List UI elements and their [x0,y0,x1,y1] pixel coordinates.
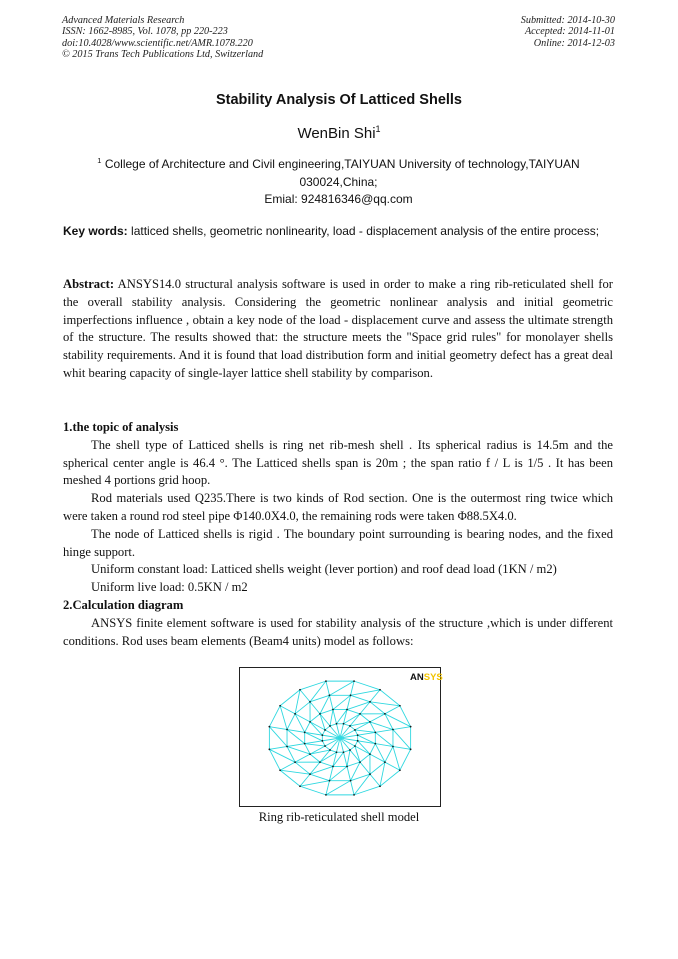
mesh-node [357,740,359,742]
mesh-node [410,748,412,750]
mesh-line [325,726,330,730]
mesh-line [400,749,411,770]
mesh-line [325,746,330,750]
affiliation-text: College of Architecture and Civil engineering,TAIYUAN University of technology,TAIYUAN 030024,China; [104,157,580,189]
journal-info [62,15,263,61]
author-name: WenBin Shi [297,125,376,142]
ansys-logo-accent: SYS [423,672,443,683]
mesh-line [305,744,325,746]
abstract-label: Abstract: [63,277,115,291]
mesh-line [269,749,295,762]
mesh-node [325,680,327,682]
mesh-node [369,701,371,703]
mesh-line [310,714,320,722]
mesh-node [374,731,376,733]
mesh-node [399,769,401,771]
mesh-node [379,785,381,787]
mesh-line [393,730,411,750]
mesh-node [332,709,334,711]
mesh-node [294,761,296,763]
submitted-date: Submitted: 2014-10-30 [520,15,615,26]
mesh-node [369,753,371,755]
mesh-line [355,730,375,732]
mesh-node [309,721,311,723]
section1-paragraph: The shell type of Latticed shells is ring net rib-mesh shell . Its spherical radius is 14.5m and the spherical center angle is 46.4 °. The Latticed shells span is 20m ; the span ratio f / L is 1/5 . It has been meshed 4 portions grid hoop. [63,437,613,488]
author [0,124,678,142]
mesh-node [346,766,348,768]
mesh-node [343,723,345,725]
mesh-node [349,725,351,727]
mesh-line [330,710,333,726]
mesh-node [286,746,288,748]
mesh-node [309,773,311,775]
mesh-node [309,701,311,703]
mesh-line [344,750,350,752]
mesh-line [370,744,375,754]
mesh-node [319,761,321,763]
mesh-node [349,749,351,751]
mesh-node [410,726,412,728]
section1-heading: 1.the topic of analysis [63,420,179,434]
mesh-node [379,689,381,691]
mesh-node [329,780,331,782]
mesh-node [321,740,323,742]
mesh-line [385,746,393,762]
mesh-line [330,750,336,752]
mesh-node [324,745,326,747]
mesh-node [354,729,356,731]
mesh-line [344,724,350,726]
section1-paragraph: The node of Latticed shells is rigid . The boundary point surrounding is bearing nodes, and the fixed hinge support. [63,526,613,559]
mesh-node [399,705,401,707]
mesh-line [330,724,336,726]
mesh-line [350,746,355,750]
figure-caption: Ring rib-reticulated shell model [258,810,420,824]
mesh-node [359,713,361,715]
mesh-node [374,743,376,745]
section1-paragraph: Rod materials used Q235.There is two kinds of Rod section. One is the outermost ring twice which were taken a round rod steel pipe Φ140.0X4.0, the remaining rods were taken Φ88.5X4.0. [63,491,613,523]
mesh-line [300,786,326,795]
mesh-node [336,751,338,753]
section1-paragraph: Uniform live load: 0.5KN / m2 [91,580,248,595]
mesh-node [268,726,270,728]
mesh-node [325,794,327,796]
mesh-node [299,785,301,787]
submission-dates [521,15,615,49]
affiliation-sup: 1 [97,156,102,165]
mesh-node [319,713,321,715]
shell-model-figure [239,667,441,807]
author-email: Emial: 924816346@qq.com [264,192,413,206]
mesh-node [357,734,359,736]
mesh-node [294,713,296,715]
journal-name: Advanced Materials Research [62,15,185,26]
mesh-node [354,745,356,747]
mesh-node [304,731,306,733]
mesh-node [359,761,361,763]
mesh-line [351,695,370,701]
mesh-node [353,794,355,796]
mesh-node [304,743,306,745]
mesh-line [347,750,350,766]
journal-copyright: © 2015 Trans Tech Publications Ltd, Switzerland [62,49,264,61]
section-calculation [63,597,613,650]
mesh-node [329,694,331,696]
mesh-node [324,729,326,731]
mesh-node [268,748,270,750]
mesh-node [369,773,371,775]
mesh-line [305,722,310,732]
mesh-node [286,729,288,731]
keywords [63,223,613,241]
mesh-node [346,709,348,711]
mesh-line [310,754,320,762]
mesh-lines [269,681,410,795]
mesh-node [321,734,323,736]
mesh-node [279,705,281,707]
mesh-line [360,754,370,762]
mesh-line [347,710,360,714]
mesh-node [279,769,281,771]
keywords-label: Key words: [63,224,128,238]
mesh-line [329,681,354,695]
journal-issn: ISSN: 1662-8985, Vol. 1078, pp 220-223 [62,26,228,38]
mesh-node [336,723,338,725]
mesh-line [326,781,351,795]
mesh-node [343,751,345,753]
mesh-line [350,726,355,730]
online-date: Online: 2014-12-03 [533,37,615,49]
section2-paragraph: ANSYS finite element software is used for stability analysis of the structure ,which is under different conditions. Rod uses beam elements (Beam4 units) model as follows: [63,615,613,648]
accepted-date: Accepted: 2014-11-01 [524,26,615,38]
mesh-line [320,762,333,766]
mesh-node [309,753,311,755]
affiliation [62,152,615,209]
mesh-node [299,689,301,691]
abstract-text: ANSYS14.0 structural analysis software is used in order to make a ring rib-reticulated shell for the overall stability analysis. Considering the geometric nonlinear analysis and initial geometric imperfections influence , obtain a key node of the load - displacement curve and assess the ultimate strength of the structure. The results showed that: the structure meets the "Space grid rules" for monolayer shells stability requirements. And it is found that load distribution form and initial geometry defect has a great deal whit bearing capacity of single-layer lattice shell stability by comparison. [63,277,613,380]
mesh-line [354,681,380,690]
mesh-node [329,725,331,727]
mesh-line [385,714,411,727]
ansys-logo-part: AN [410,672,424,683]
mesh-node [384,761,386,763]
mesh-line [287,714,295,730]
shell-mesh-diagram [240,668,443,806]
mesh-node [384,713,386,715]
section1-paragraph: Uniform constant load: Latticed shells weight (lever portion) and roof dead load (1KN / m2) [91,562,557,577]
mesh-node [392,729,394,731]
ansys-logo [410,672,443,683]
mesh-line [360,714,370,722]
mesh-line [269,706,280,727]
mesh-node [353,680,355,682]
mesh-node [392,746,394,748]
mesh-node [332,766,334,768]
mesh-node [350,694,352,696]
author-sup: 1 [375,124,381,134]
mesh-line [310,774,329,780]
section-topic [63,419,613,597]
mesh-node [329,749,331,751]
section2-heading: 2.Calculation diagram [63,598,184,612]
journal-doi: doi:10.4028/www.scientific.net/AMR.1078.220 [62,37,253,49]
mesh-line [269,727,287,747]
abstract [63,276,613,383]
mesh-node [369,721,371,723]
mesh-node [350,780,352,782]
keywords-text: latticed shells, geometric nonlinearity, load - displacement analysis of the entire process; [131,224,600,238]
paper-title: Stability Analysis Of Latticed Shells [215,92,463,108]
